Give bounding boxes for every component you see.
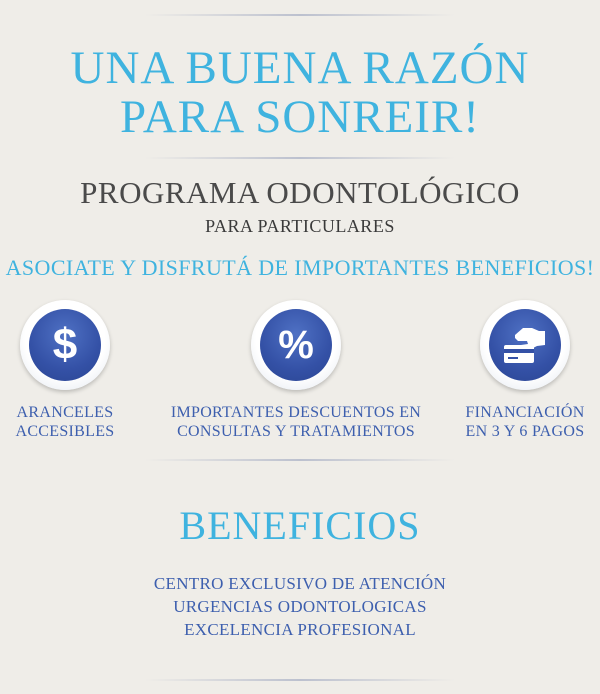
benefit-item: URGENCIAS ODONTOLOGICAS [173, 597, 427, 616]
feature-icon-percent [251, 300, 341, 390]
benefit-item: CENTRO EXCLUSIVO DE ATENCIÓN [153, 574, 447, 593]
program-title: PROGRAMA ODONTOLÓGICO [80, 175, 520, 210]
benefits-list [0, 572, 600, 641]
hero-line-1: UNA BUENA RAZÓN [70, 42, 530, 94]
dollar-icon: $ [29, 309, 101, 381]
feature-label-descuentos [146, 403, 446, 441]
promo-text: ASOCIATE Y DISFRUTÁ DE IMPORTANTES BENEFICIOS! [5, 255, 595, 280]
feature-label-line: ACCESIBLES [15, 423, 115, 440]
features-divider [145, 459, 455, 461]
card-payment-icon [489, 309, 561, 381]
feature-icon-dollar [20, 300, 110, 390]
top-divider [145, 14, 455, 16]
hero-divider [145, 157, 455, 159]
program-subtitle: PARA PARTICULARES [205, 216, 395, 236]
percent-icon: % [260, 309, 332, 381]
hero-headline [0, 44, 600, 142]
feature-label-line: FINANCIACIÓN [465, 404, 585, 421]
bottom-divider [145, 679, 455, 681]
feature-icon-card [480, 300, 570, 390]
hero-line-2: PARA SONREIR! [120, 91, 480, 143]
feature-label-line: ARANCELES [16, 404, 114, 421]
feature-label-line: EN 3 Y 6 PAGOS [465, 423, 585, 440]
benefits-title: BENEFICIOS [179, 503, 421, 548]
feature-label-financiacion [450, 403, 600, 441]
feature-label-line: IMPORTANTES DESCUENTOS EN [170, 404, 422, 421]
benefit-item: EXCELENCIA PROFESIONAL [184, 620, 416, 639]
feature-label-line: CONSULTAS Y TRATAMIENTOS [177, 423, 415, 440]
feature-label-aranceles [0, 403, 130, 441]
